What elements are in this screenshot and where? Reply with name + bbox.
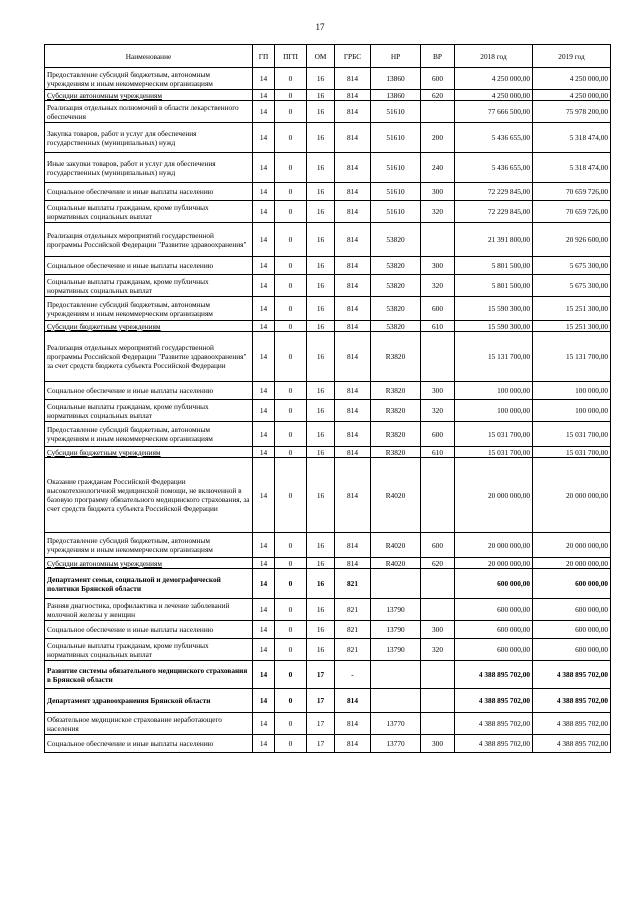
cell-pgp: 0 (275, 297, 307, 321)
cell-y2019: 4 250 000,00 (533, 68, 611, 90)
table-row (45, 621, 611, 639)
cell-vr: 300 (421, 735, 455, 753)
cell-om: 16 (307, 422, 335, 447)
cell-om: 16 (307, 447, 335, 458)
cell-y2018: 72 229 845,00 (455, 201, 533, 223)
cell-nr: R4020 (371, 558, 421, 569)
cell-vr: 320 (421, 201, 455, 223)
cell-vr: 600 (421, 297, 455, 321)
cell-name: Социальное обеспечение и иные выплаты населению (45, 621, 253, 639)
cell-nr: 53820 (371, 297, 421, 321)
cell-grbs: 821 (335, 599, 371, 621)
cell-vr: 300 (421, 183, 455, 201)
table-row (45, 223, 611, 257)
cell-pgp: 0 (275, 257, 307, 275)
cell-name: Социальное обеспечение и иные выплаты населению (45, 735, 253, 753)
cell-nr (371, 661, 421, 689)
table-row (45, 400, 611, 422)
cell-pgp: 0 (275, 735, 307, 753)
cell-y2018: 72 229 845,00 (455, 183, 533, 201)
column-header-pgp: ПГП (275, 45, 307, 68)
cell-grbs: 814 (335, 400, 371, 422)
cell-name: Социальные выплаты гражданам, кроме публичных нормативных социальных выплат (45, 201, 253, 223)
table-row (45, 422, 611, 447)
cell-vr (421, 661, 455, 689)
cell-gp: 14 (253, 713, 275, 735)
cell-y2019: 4 388 895 702,00 (533, 735, 611, 753)
cell-name: Развитие системы обязательного медицинского страхования в Брянской области (45, 661, 253, 689)
cell-gp: 14 (253, 569, 275, 599)
cell-nr (371, 689, 421, 713)
cell-vr: 300 (421, 621, 455, 639)
cell-gp: 14 (253, 558, 275, 569)
cell-vr (421, 689, 455, 713)
cell-gp: 14 (253, 599, 275, 621)
cell-nr: 51610 (371, 101, 421, 123)
cell-vr (421, 458, 455, 533)
cell-om: 16 (307, 101, 335, 123)
cell-om: 16 (307, 621, 335, 639)
cell-gp: 14 (253, 661, 275, 689)
cell-om: 16 (307, 201, 335, 223)
table-row (45, 123, 611, 153)
cell-name: Реализация отдельных мероприятий государственной программы Российской Федерации "Развитие здравоохранения" (45, 223, 253, 257)
cell-pgp: 0 (275, 321, 307, 332)
cell-nr: R4020 (371, 458, 421, 533)
cell-grbs: 814 (335, 321, 371, 332)
cell-pgp: 0 (275, 458, 307, 533)
cell-grbs: 814 (335, 183, 371, 201)
cell-y2018: 4 388 895 702,00 (455, 661, 533, 689)
cell-vr: 620 (421, 90, 455, 101)
cell-name: Социальные выплаты гражданам, кроме публичных нормативных социальных выплат (45, 275, 253, 297)
cell-name: Социальные выплаты гражданам, кроме публичных нормативных социальных выплат (45, 400, 253, 422)
cell-y2018: 4 250 000,00 (455, 90, 533, 101)
cell-y2019: 600 000,00 (533, 621, 611, 639)
cell-om: 17 (307, 713, 335, 735)
cell-nr: 13790 (371, 599, 421, 621)
cell-grbs: 814 (335, 713, 371, 735)
cell-pgp: 0 (275, 90, 307, 101)
cell-om: 16 (307, 382, 335, 400)
cell-y2018: 20 000 000,00 (455, 558, 533, 569)
cell-vr: 240 (421, 153, 455, 183)
cell-y2019: 4 388 895 702,00 (533, 661, 611, 689)
table-row (45, 68, 611, 90)
table-row (45, 153, 611, 183)
cell-pgp: 0 (275, 533, 307, 558)
cell-vr (421, 569, 455, 599)
cell-vr (421, 332, 455, 382)
column-header-grbs: ГРБС (335, 45, 371, 68)
cell-vr: 600 (421, 533, 455, 558)
cell-nr: 53820 (371, 257, 421, 275)
cell-vr: 600 (421, 422, 455, 447)
cell-y2019: 15 251 300,00 (533, 297, 611, 321)
cell-nr: 13860 (371, 90, 421, 101)
cell-name: Обязательное медицинское страхование неработающего населения (45, 713, 253, 735)
cell-om: 16 (307, 332, 335, 382)
cell-name: Социальное обеспечение и иные выплаты населению (45, 382, 253, 400)
cell-name: Предоставление субсидий бюджетным, автономным учреждениям и иным некоммерческим организациям (45, 297, 253, 321)
cell-nr: 13770 (371, 735, 421, 753)
cell-nr: 13770 (371, 713, 421, 735)
column-header-name: Наименование (45, 45, 253, 68)
cell-gp: 14 (253, 321, 275, 332)
cell-pgp: 0 (275, 201, 307, 223)
cell-pgp: 0 (275, 713, 307, 735)
cell-gp: 14 (253, 422, 275, 447)
cell-pgp: 0 (275, 68, 307, 90)
cell-gp: 14 (253, 183, 275, 201)
cell-y2018: 4 250 000,00 (455, 68, 533, 90)
cell-y2018: 600 000,00 (455, 569, 533, 599)
table-row (45, 447, 611, 458)
cell-grbs: 814 (335, 558, 371, 569)
table-row (45, 183, 611, 201)
table-row (45, 275, 611, 297)
cell-om: 16 (307, 153, 335, 183)
table-row (45, 735, 611, 753)
cell-grbs: 814 (335, 153, 371, 183)
cell-y2018: 600 000,00 (455, 599, 533, 621)
cell-om: 16 (307, 458, 335, 533)
cell-y2018: 21 391 800,00 (455, 223, 533, 257)
cell-y2019: 600 000,00 (533, 639, 611, 661)
cell-om: 16 (307, 68, 335, 90)
cell-pgp: 0 (275, 382, 307, 400)
cell-om: 17 (307, 689, 335, 713)
table-row (45, 689, 611, 713)
cell-grbs: 814 (335, 223, 371, 257)
cell-name: Социальное обеспечение и иные выплаты населению (45, 257, 253, 275)
cell-om: 16 (307, 123, 335, 153)
cell-name: Социальное обеспечение и иные выплаты населению (45, 183, 253, 201)
cell-vr (421, 713, 455, 735)
table-row (45, 569, 611, 599)
cell-y2019: 5 675 300,00 (533, 257, 611, 275)
cell-y2018: 15 590 300,00 (455, 321, 533, 332)
cell-vr: 320 (421, 400, 455, 422)
cell-name: Закупка товаров, работ и услуг для обеспечения государственных (муниципальных) нужд (45, 123, 253, 153)
cell-y2019: 5 318 474,00 (533, 123, 611, 153)
cell-y2018: 20 000 000,00 (455, 458, 533, 533)
table-row (45, 661, 611, 689)
cell-y2019: 20 000 000,00 (533, 458, 611, 533)
cell-name: Предоставление субсидий бюджетным, автономным учреждениям и иным некоммерческим организациям (45, 422, 253, 447)
cell-y2018: 15 031 700,00 (455, 447, 533, 458)
cell-name: Иные закупки товаров, работ и услуг для обеспечения государственных (муниципальных) нужд (45, 153, 253, 183)
cell-name: Департамент семьи, социальной и демографической политики Брянской области (45, 569, 253, 599)
cell-y2018: 600 000,00 (455, 639, 533, 661)
cell-grbs: 821 (335, 639, 371, 661)
cell-y2019: 600 000,00 (533, 599, 611, 621)
cell-y2018: 77 666 500,00 (455, 101, 533, 123)
cell-gp: 14 (253, 257, 275, 275)
cell-pgp: 0 (275, 422, 307, 447)
cell-pgp: 0 (275, 569, 307, 599)
cell-om: 16 (307, 90, 335, 101)
cell-y2019: 4 388 895 702,00 (533, 689, 611, 713)
cell-nr: R4020 (371, 533, 421, 558)
table-row (45, 382, 611, 400)
cell-y2019: 70 659 726,00 (533, 183, 611, 201)
cell-gp: 14 (253, 101, 275, 123)
table-row (45, 201, 611, 223)
cell-gp: 14 (253, 123, 275, 153)
cell-gp: 14 (253, 332, 275, 382)
cell-grbs: 814 (335, 735, 371, 753)
cell-vr: 610 (421, 447, 455, 458)
cell-pgp: 0 (275, 400, 307, 422)
cell-om: 16 (307, 639, 335, 661)
cell-y2018: 5 801 500,00 (455, 275, 533, 297)
cell-nr: R3820 (371, 382, 421, 400)
table-row (45, 321, 611, 332)
cell-y2019: 5 318 474,00 (533, 153, 611, 183)
cell-name: Предоставление субсидий бюджетным, автономным учреждениям и иным некоммерческим организациям (45, 68, 253, 90)
table-row (45, 101, 611, 123)
cell-gp: 14 (253, 458, 275, 533)
cell-name: Субсидии автономным учреждениям (45, 90, 253, 101)
table-row (45, 458, 611, 533)
cell-pgp: 0 (275, 447, 307, 458)
cell-pgp: 0 (275, 123, 307, 153)
cell-om: 16 (307, 533, 335, 558)
cell-y2018: 4 388 895 702,00 (455, 735, 533, 753)
cell-y2019: 4 250 000,00 (533, 90, 611, 101)
cell-vr: 200 (421, 123, 455, 153)
cell-pgp: 0 (275, 275, 307, 297)
cell-nr: R3820 (371, 447, 421, 458)
cell-gp: 14 (253, 297, 275, 321)
cell-y2019: 600 000,00 (533, 569, 611, 599)
cell-name: Реализация отдельных полномочий в области лекарственного обеспечения (45, 101, 253, 123)
cell-y2019: 100 000,00 (533, 400, 611, 422)
cell-vr: 300 (421, 382, 455, 400)
column-header-om: ОМ (307, 45, 335, 68)
cell-grbs: 814 (335, 201, 371, 223)
cell-grbs: 814 (335, 447, 371, 458)
cell-nr: 13790 (371, 639, 421, 661)
cell-grbs: 814 (335, 297, 371, 321)
cell-grbs: 814 (335, 422, 371, 447)
table-row (45, 599, 611, 621)
cell-vr (421, 223, 455, 257)
cell-grbs: 814 (335, 382, 371, 400)
cell-nr: 13790 (371, 621, 421, 639)
cell-grbs: 814 (335, 123, 371, 153)
cell-y2018: 4 388 895 702,00 (455, 689, 533, 713)
cell-name: Субсидии бюджетным учреждениям (45, 321, 253, 332)
cell-nr: 53820 (371, 275, 421, 297)
cell-name: Департамент здравоохранения Брянской области (45, 689, 253, 713)
cell-y2019: 15 251 300,00 (533, 321, 611, 332)
cell-om: 16 (307, 558, 335, 569)
cell-pgp: 0 (275, 558, 307, 569)
cell-vr: 620 (421, 558, 455, 569)
cell-y2019: 75 978 200,00 (533, 101, 611, 123)
cell-y2019: 20 926 600,00 (533, 223, 611, 257)
cell-name: Предоставление субсидий бюджетным, автономным учреждениям и иным некоммерческим организациям (45, 533, 253, 558)
table-row (45, 713, 611, 735)
cell-y2019: 20 000 000,00 (533, 558, 611, 569)
cell-nr: R3820 (371, 400, 421, 422)
column-header-nr: НР (371, 45, 421, 68)
cell-y2018: 15 131 700,00 (455, 332, 533, 382)
cell-nr: 51610 (371, 183, 421, 201)
column-header-gp: ГП (253, 45, 275, 68)
cell-y2019: 15 031 700,00 (533, 447, 611, 458)
cell-grbs: 814 (335, 689, 371, 713)
cell-name: Оказание гражданам Российской Федерации высокотехнологичной медицинской помощи, не включенной в базовую программу обязательного медицинского страхования, за счет средств бюджета субъекта Российской Федерации (45, 458, 253, 533)
table-row (45, 533, 611, 558)
cell-om: 16 (307, 400, 335, 422)
cell-grbs: 814 (335, 275, 371, 297)
cell-vr: 600 (421, 68, 455, 90)
cell-vr: 300 (421, 257, 455, 275)
cell-y2018: 5 436 655,00 (455, 123, 533, 153)
table-row (45, 639, 611, 661)
cell-name: Социальные выплаты гражданам, кроме публичных нормативных социальных выплат (45, 639, 253, 661)
cell-gp: 14 (253, 639, 275, 661)
cell-gp: 14 (253, 201, 275, 223)
cell-vr: 610 (421, 321, 455, 332)
cell-nr: 51610 (371, 123, 421, 153)
cell-y2019: 4 388 895 702,00 (533, 713, 611, 735)
cell-y2019: 20 000 000,00 (533, 533, 611, 558)
cell-nr (371, 569, 421, 599)
cell-y2019: 15 131 700,00 (533, 332, 611, 382)
cell-grbs: - (335, 661, 371, 689)
column-header-2019: 2019 год (533, 45, 611, 68)
cell-grbs: 814 (335, 68, 371, 90)
cell-y2019: 15 031 700,00 (533, 422, 611, 447)
cell-y2018: 5 801 500,00 (455, 257, 533, 275)
table-row (45, 332, 611, 382)
table-row (45, 257, 611, 275)
cell-gp: 14 (253, 621, 275, 639)
cell-y2019: 100 000,00 (533, 382, 611, 400)
cell-pgp: 0 (275, 153, 307, 183)
cell-om: 16 (307, 599, 335, 621)
cell-y2018: 100 000,00 (455, 400, 533, 422)
cell-om: 16 (307, 275, 335, 297)
cell-grbs: 814 (335, 101, 371, 123)
cell-nr: R3820 (371, 422, 421, 447)
cell-pgp: 0 (275, 661, 307, 689)
cell-y2018: 600 000,00 (455, 621, 533, 639)
cell-om: 17 (307, 735, 335, 753)
cell-pgp: 0 (275, 621, 307, 639)
cell-grbs: 821 (335, 621, 371, 639)
cell-om: 16 (307, 257, 335, 275)
cell-y2018: 15 031 700,00 (455, 422, 533, 447)
cell-y2019: 5 675 300,00 (533, 275, 611, 297)
cell-pgp: 0 (275, 639, 307, 661)
cell-y2018: 15 590 300,00 (455, 297, 533, 321)
cell-om: 16 (307, 223, 335, 257)
cell-vr (421, 599, 455, 621)
cell-name: Субсидии бюджетным учреждениям (45, 447, 253, 458)
cell-gp: 14 (253, 153, 275, 183)
cell-nr: 53820 (371, 223, 421, 257)
cell-grbs: 814 (335, 458, 371, 533)
table-row (45, 558, 611, 569)
page-number: 17 (315, 22, 325, 32)
cell-pgp: 0 (275, 599, 307, 621)
cell-y2018: 5 436 655,00 (455, 153, 533, 183)
cell-grbs: 821 (335, 569, 371, 599)
cell-om: 16 (307, 183, 335, 201)
cell-pgp: 0 (275, 689, 307, 713)
cell-gp: 14 (253, 223, 275, 257)
cell-gp: 14 (253, 275, 275, 297)
cell-pgp: 0 (275, 332, 307, 382)
cell-y2019: 70 659 726,00 (533, 201, 611, 223)
cell-gp: 14 (253, 400, 275, 422)
cell-vr: 320 (421, 639, 455, 661)
cell-gp: 14 (253, 533, 275, 558)
cell-gp: 14 (253, 382, 275, 400)
cell-nr: 53820 (371, 321, 421, 332)
cell-grbs: 814 (335, 90, 371, 101)
cell-vr: 320 (421, 275, 455, 297)
cell-gp: 14 (253, 68, 275, 90)
table-row (45, 90, 611, 101)
cell-grbs: 814 (335, 332, 371, 382)
cell-gp: 14 (253, 90, 275, 101)
cell-om: 16 (307, 569, 335, 599)
cell-pgp: 0 (275, 101, 307, 123)
cell-gp: 14 (253, 689, 275, 713)
cell-nr: R3820 (371, 332, 421, 382)
cell-vr (421, 101, 455, 123)
cell-nr: 51610 (371, 201, 421, 223)
cell-om: 16 (307, 297, 335, 321)
cell-pgp: 0 (275, 183, 307, 201)
cell-nr: 51610 (371, 153, 421, 183)
column-header-2018: 2018 год (455, 45, 533, 68)
cell-om: 17 (307, 661, 335, 689)
cell-y2018: 4 388 895 702,00 (455, 713, 533, 735)
cell-name: Субсидии автономным учреждениям (45, 558, 253, 569)
cell-grbs: 814 (335, 533, 371, 558)
cell-name: Ранняя диагностика, профилактика и лечение заболеваний молочной железы у женщин (45, 599, 253, 621)
table-row (45, 297, 611, 321)
table-header-row (45, 45, 611, 68)
budget-table (44, 44, 611, 753)
cell-om: 16 (307, 321, 335, 332)
cell-y2018: 20 000 000,00 (455, 533, 533, 558)
cell-gp: 14 (253, 447, 275, 458)
column-header-vr: ВР (421, 45, 455, 68)
cell-pgp: 0 (275, 223, 307, 257)
cell-grbs: 814 (335, 257, 371, 275)
cell-name: Реализация отдельных мероприятий государственной программы Российской Федерации "Развитие здравоохранения" за счет средств бюджета субъекта Российской Федерации (45, 332, 253, 382)
cell-gp: 14 (253, 735, 275, 753)
cell-y2018: 100 000,00 (455, 382, 533, 400)
cell-nr: 13860 (371, 68, 421, 90)
